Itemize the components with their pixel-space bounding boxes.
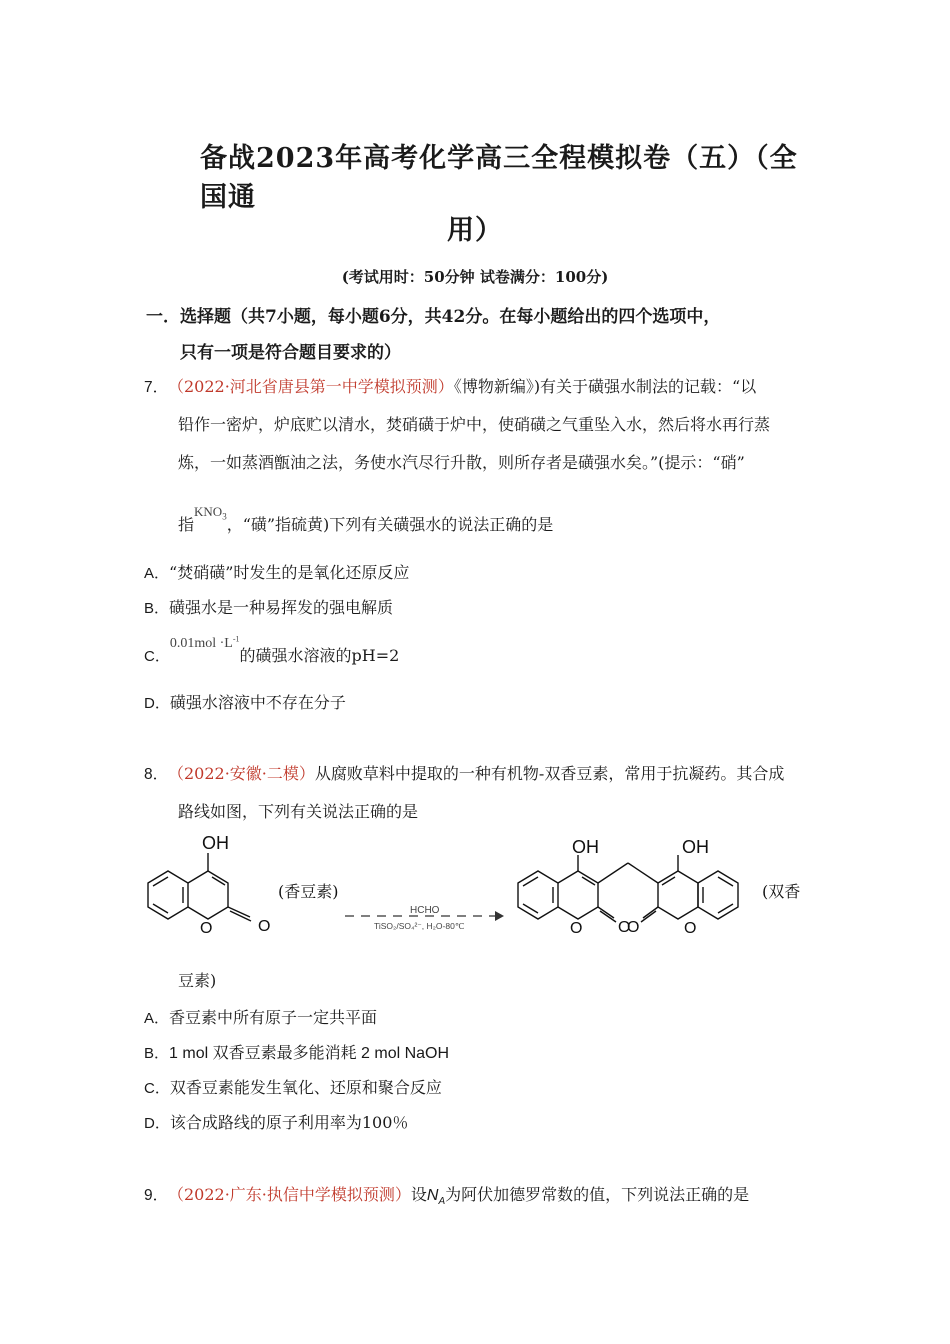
dicoumarol-structure <box>518 855 738 922</box>
ring-oxygen-label: O <box>200 920 213 937</box>
page-title: 备战2023年高考化学高三全程模拟卷（五）（全国通 <box>200 143 798 213</box>
oh-label: OH <box>572 837 599 857</box>
question-stem-line: 路线如图，下列有关说法正确的是 <box>178 802 419 821</box>
option-b[interactable] <box>144 595 393 618</box>
option-label: D． <box>144 1115 170 1132</box>
option-text: 1 mol 双香豆素最多能消耗 2 mol NaOH <box>169 1045 450 1062</box>
option-text: 该合成路线的原子利用率为100％ <box>169 1113 409 1132</box>
question-source: （2022·安徽·二模） <box>168 764 315 783</box>
question-stem-line <box>168 374 756 397</box>
oh-label: OH <box>202 833 229 853</box>
option-text: 磺强水是一种易挥发的强电解质 <box>169 598 394 617</box>
coumarin-structure <box>148 853 251 921</box>
section-heading: 一．选择题（共7小题，每小题6分，共42分。在每小题给出的四个选项中， <box>146 307 721 327</box>
option-text: “焚硝磺”时发生的是氧化还原反应 <box>169 563 410 582</box>
page-title-continued: 用） <box>447 215 503 246</box>
section-heading-continued: 只有一项是符合题目要求的） <box>180 343 401 363</box>
formula-concentration: $0.01mol \cdot L^{-1}$ <box>169 634 240 651</box>
reagent-bottom: TiSO₂/SO₄²⁻, H₂O-80℃ <box>374 921 465 931</box>
question-stem-line <box>178 504 554 536</box>
option-d[interactable] <box>144 690 346 713</box>
question-stem-text: 从腐败草料中提取的一种有机物-双香豆素，常用于抗凝药。其合成 <box>314 764 785 783</box>
dicoumarol-label: (双香 <box>762 882 801 901</box>
question-stem-line <box>168 1182 749 1207</box>
arrow-head <box>495 911 504 921</box>
option-label: D． <box>144 695 170 712</box>
option-b[interactable] <box>144 1040 449 1063</box>
avogadro-symbol: $N_A$ <box>426 1187 446 1208</box>
stem-text: ，“磺”指硫黄)下列有关磺强水的说法正确的是 <box>226 515 554 534</box>
reagent-top: HCHO <box>410 905 440 916</box>
option-label: C． <box>144 648 170 665</box>
ring-oxygen-label: O <box>570 920 583 937</box>
ring-oxygen-label: O <box>684 920 697 937</box>
option-c[interactable] <box>144 634 400 666</box>
option-label: B． <box>144 600 170 617</box>
question-stem-text: 《博物新编》)有关于磺强水制法的记载：“以 <box>453 377 757 396</box>
option-text: 磺强水溶液中不存在分子 <box>169 693 346 712</box>
question-stem-line: 炼，一如蒸酒甑油之法，务使水汽尽行升散，则所存者是磺强水矣。”(提示：“硝” <box>178 453 745 472</box>
option-c[interactable] <box>144 1075 442 1098</box>
option-label: B． <box>144 1045 170 1062</box>
stem-text: 指 <box>178 515 195 534</box>
oh-label: OH <box>682 837 709 857</box>
option-text: 香豆素中所有原子一定共平面 <box>169 1008 378 1027</box>
carbonyl-oxygen-label: O <box>258 918 271 935</box>
reaction-scheme-diagram <box>140 825 820 960</box>
option-d[interactable] <box>144 1110 408 1133</box>
option-label: A． <box>144 1010 170 1027</box>
question-stem-line: 铅作一密炉，炉底贮以清水，焚硝磺于炉中，使硝磺之气重坠入水，然后将水再行蒸 <box>178 415 771 434</box>
question-stem-line <box>168 761 784 784</box>
option-text: 双香豆素能发生氧化、还原和聚合反应 <box>169 1078 442 1097</box>
option-a[interactable] <box>144 560 409 583</box>
option-a[interactable] <box>144 1005 377 1028</box>
formula-kno3: KNO3 <box>194 504 227 522</box>
question-source: （2022·河北省唐县第一中学模拟预测） <box>168 377 454 396</box>
carbonyl-oxygen-label: O <box>618 919 631 936</box>
exam-meta: (考试用时：50分钟 试卷满分：100分) <box>341 268 609 286</box>
option-label: A． <box>144 565 170 582</box>
stem-text: 设 <box>410 1185 427 1204</box>
question-number: 8． <box>144 766 169 783</box>
coumarin-label: (香豆素) <box>278 882 339 901</box>
dicoumarol-label-continued: 豆素) <box>178 971 217 990</box>
option-label: C． <box>144 1080 170 1097</box>
question-number: 7． <box>144 379 169 396</box>
stem-text: 为阿伏加德罗常数的值，下列说法正确的是 <box>445 1185 750 1204</box>
question-source: （2022·广东·执信中学模拟预测） <box>168 1185 411 1204</box>
carbonyl-oxygen-label: O <box>627 919 640 936</box>
option-text: 的磺强水溶液的pH=2 <box>239 646 400 665</box>
question-number: 9． <box>144 1187 169 1204</box>
